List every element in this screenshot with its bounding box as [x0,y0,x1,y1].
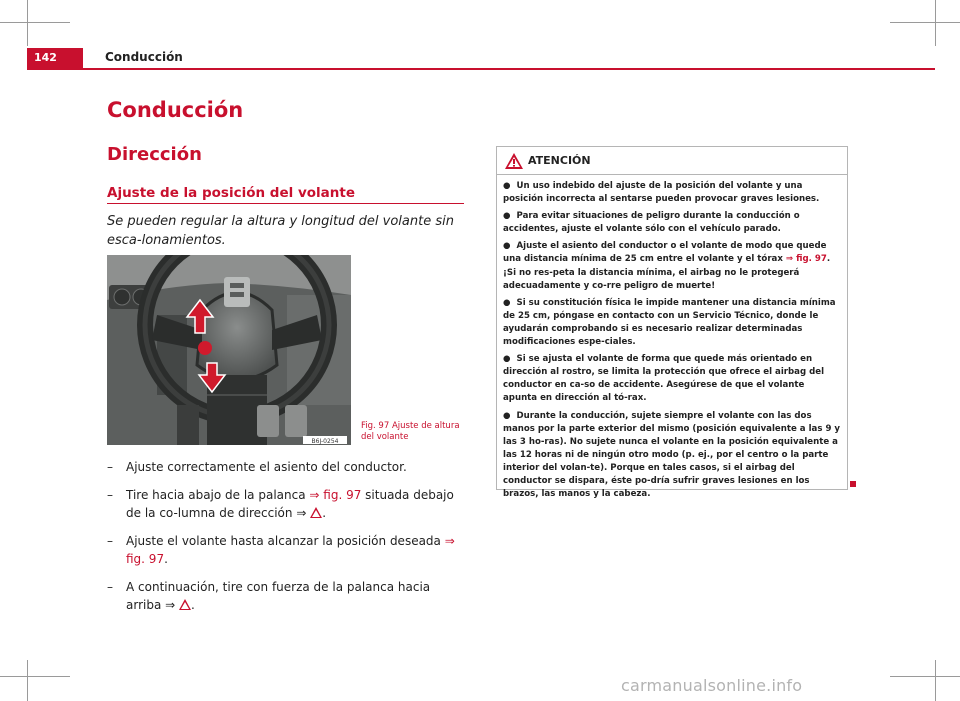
list-item: ● Ajuste el asiento del conductor o el volante de modo que quede una distancia mínima de 25 cm entre el volante y el tórax ⇒ fig. 97. ¡Si no res-peta la distancia mínima, el airbag no le protegerá adecuadamente y co-rre peligro de muerte! [503,241,831,291]
crop-mark [890,22,960,23]
warning-header [497,147,847,175]
watermark: carmanualsonline.info [621,676,803,695]
list-item: ● Si se ajusta el volante de forma que quede más orientado en dirección al rostro, se limita la protección que ofrece el airbag del conductor en ca-so de accidente. Asegúrese de que el volante apunta en dirección al tó-rax. [503,354,825,404]
figure-code: B6J-0254 [311,438,339,445]
list-item: – Tire hacia abajo de la palanca ⇒ fig. 97 situada debajo de la co-lumna de dirección ⇒ . [107,488,454,520]
list-item: – Ajuste correctamente el asiento del conductor. [107,460,407,474]
header-rule [27,68,935,70]
crop-mark [935,0,936,46]
warning-title: ATENCIÓN [528,154,591,167]
warning-link-icon[interactable] [179,599,191,610]
section-end-mark [850,481,856,487]
crop-mark [890,676,960,677]
list-item: ● Para evitar situaciones de peligro durante la conducción o accidentes, ajuste el volante sólo con el vehículo parado. [503,211,800,235]
figure-link[interactable]: ⇒ fig. 97 [785,254,827,265]
warning-triangle-icon [504,152,524,170]
figure-link[interactable]: ⇒ fig. 97 [309,488,362,502]
warning-box [496,146,848,500]
crop-mark [0,676,70,677]
figure-caption: Fig. 97 Ajuste de altura del volante [361,421,460,442]
list-item: ● Si su constitución física le impide mantener una distancia mínima de 25 cm, póngase en contacto con un Servicio Técnico, donde le ayudarán comprobando si es necesario realizar determinadas modificaciones espe-ciales. [503,297,836,348]
subsection-rule [107,203,464,204]
list-item: ● Un uso indebido del ajuste de la posición del volante y una posición incorrecta al sentarse pueden provocar graves lesiones. [503,181,820,205]
section-title: Dirección [107,144,202,165]
list-item: – A continuación, tire con fuerza de la palanca hacia arriba ⇒ . [107,580,431,612]
crop-mark [935,660,936,701]
page-number: 142 [27,48,83,68]
list-item: ● Durante la conducción, sujete siempre el volante con las dos manos por la parte exterior del mismo (posición equivalente a las 9 y las 3 ho-ras). No sujete nunca el volante en la posición equivalente a las 12 horas ni de ningún otro modo (p. ej., por el centro o la parte interior del volan-te). Porque en tales casos, si el airbag del conductor se dispara, éste po-dría sufrir graves lesiones en los brazos, las manos y la cabeza. [503,410,841,500]
crop-mark [27,660,28,701]
crop-mark [27,0,28,46]
steering-wheel-figure [107,255,351,445]
crop-mark [0,22,70,23]
chapter-title: Conducción [107,98,244,122]
warning-link-icon[interactable] [310,507,322,518]
intro-text: Se pueden regular la altura y longitud del volante sin esca-lonamientos. [107,214,454,248]
instruction-steps [107,458,469,624]
figure-link[interactable]: ⇒ fig. 97 [126,534,455,566]
list-item: – Ajuste el volante hasta alcanzar la posición deseada ⇒ fig. 97. [107,534,455,566]
steering-wheel-adjustment-photo [107,255,351,445]
subsection-title: Ajuste de la posición del volante [107,185,355,201]
warning-list [497,175,847,501]
running-title: Conducción [105,50,183,64]
